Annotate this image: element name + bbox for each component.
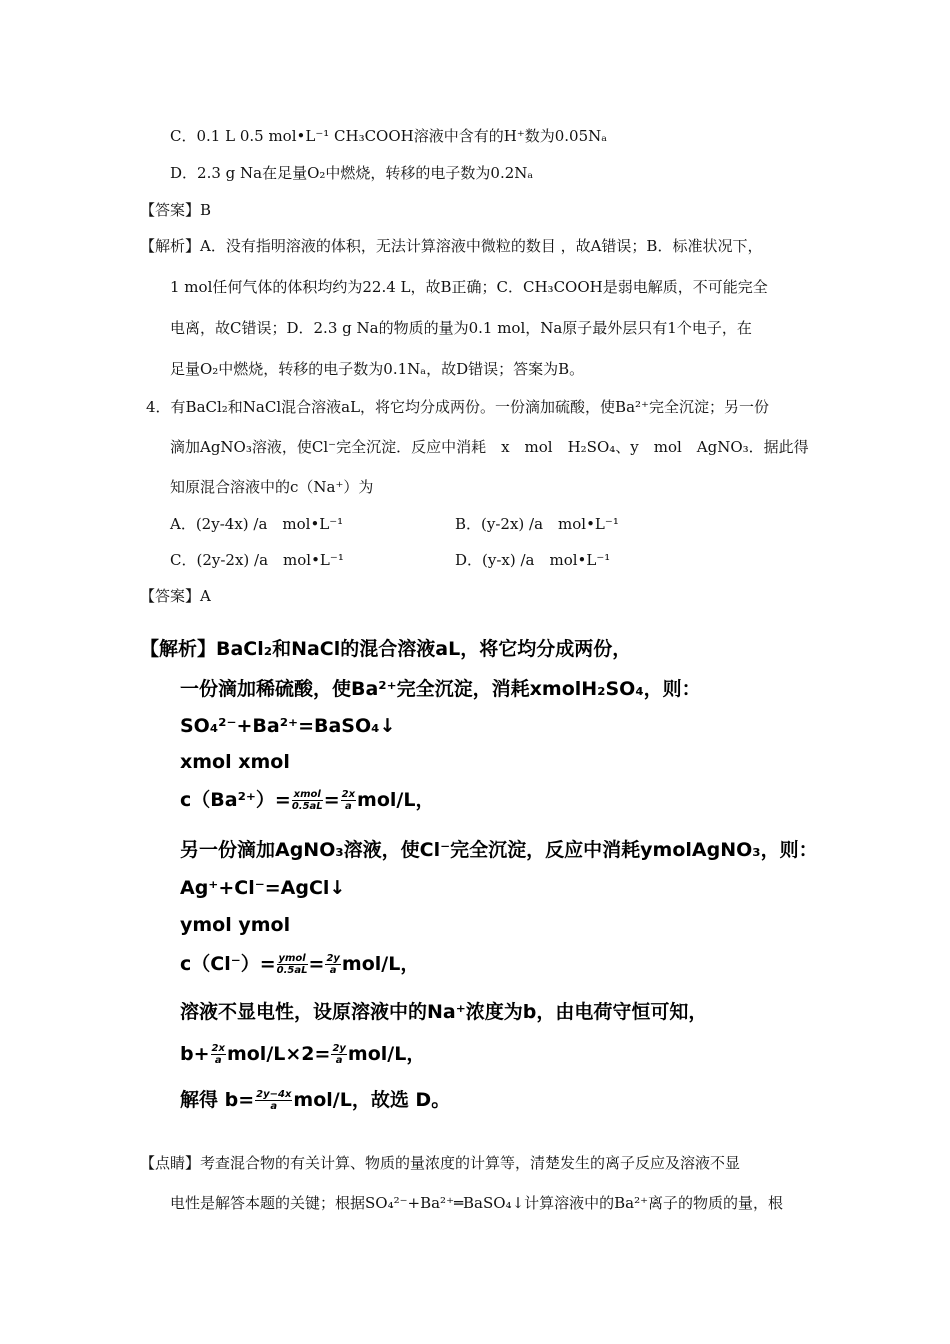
fraction-numerator: 2y <box>326 953 340 964</box>
solution-equation-2: Ag⁺+Cl⁻=AgCl↓ <box>180 877 346 899</box>
q3-option-d: D．2.3 g Na在足量O₂中燃烧，转移的电子数为0.2Nₐ <box>170 164 534 182</box>
q4-stem-line-1: 4．有BaCl₂和NaCl混合溶液aL，将它均分成两份。一份滴加硫酸，使Ba²⁺完全沉淀；另一份 <box>146 398 769 416</box>
fraction-denominator: 0.5aL <box>276 965 308 976</box>
fraction-ymol-over-half-a <box>277 953 308 976</box>
fraction-denominator: a <box>270 1101 278 1112</box>
solution-result <box>180 1088 450 1112</box>
comment-line-2: 电性是解答本题的关键；根据SO₄²⁻+Ba²⁺═BaSO₄↓计算溶液中的Ba²⁺离子的物质的量，根 <box>170 1194 784 1212</box>
fraction-denominator: a <box>344 801 352 812</box>
equals-sign: = <box>323 789 340 811</box>
solution-line-4: xmol xmol <box>180 751 290 773</box>
charge-balance-label: b+ <box>180 1043 210 1065</box>
solution-line-10: 溶液不显电性，设原溶液中的Na⁺浓度为b，由电荷守恒可知， <box>180 1001 708 1023</box>
unit-text: mol/L， <box>341 953 420 975</box>
q4-stem-line-2: 滴加AgNO₃溶液，使Cl⁻完全沉淀．反应中消耗 x mol H₂SO₄、y mol AgNO₃．据此得 <box>170 438 809 456</box>
fraction-xmol-over-half-a <box>292 789 323 812</box>
fraction-2y-over-a <box>331 1043 346 1066</box>
equals-sign: = <box>308 953 325 975</box>
result-label: 解得 b= <box>180 1089 255 1111</box>
cl-concentration-label: c（Cl⁻）= <box>180 953 276 975</box>
q4-option-d: D．(y-x) /a mol•L⁻¹ <box>455 551 611 569</box>
fraction-2x-over-a <box>341 789 356 812</box>
fraction-numerator: ymol <box>278 953 306 964</box>
fraction-numerator: 2y <box>332 1043 346 1054</box>
result-tail: mol/L，故选 D。 <box>293 1089 451 1111</box>
solution-charge-balance <box>180 1042 425 1066</box>
q3-analysis-line-4: 足量O₂中燃烧，转移的电子数为0.1Nₐ，故D错误；答案为B。 <box>170 360 585 378</box>
comment-line-1: 【点睛】考查混合物的有关计算、物质的量浓度的计算等，清楚发生的离子反应及溶液不显 <box>140 1154 741 1172</box>
fraction-denominator: a <box>329 965 337 976</box>
unit-text: mol/L， <box>347 1043 426 1065</box>
q4-stem-line-3: 知原混合溶液中的c（Na⁺）为 <box>170 478 374 496</box>
solution-line-1: 【解析】BaCl₂和NaCl的混合溶液aL，将它均分成两份， <box>140 638 632 660</box>
fraction-numerator: 2x <box>341 789 356 800</box>
q4-option-a: A．(2y-4x) /a mol•L⁻¹ <box>170 515 344 533</box>
q4-option-b: B．(y-2x) /a mol•L⁻¹ <box>455 515 619 533</box>
fraction-denominator: 0.5aL <box>291 801 323 812</box>
fraction-2y-over-a <box>325 953 340 976</box>
solution-equation-1: SO₄²⁻+Ba²⁺=BaSO₄↓ <box>180 715 396 737</box>
solution-ba-concentration <box>180 788 434 812</box>
q3-answer: 【答案】B <box>140 201 212 219</box>
solution-line-2: 一份滴加稀硫酸，使Ba²⁺完全沉淀，消耗xmolH₂SO₄，则： <box>180 678 701 700</box>
q3-analysis-line-3: 电离，故C错误；D．2.3 g Na的物质的量为0.1 mol，Na原子最外层只有1个电子，在 <box>170 319 752 337</box>
solution-cl-concentration <box>180 952 419 976</box>
q4-option-c: C．(2y-2x) /a mol•L⁻¹ <box>170 551 344 569</box>
fraction-2x-over-a <box>211 1043 226 1066</box>
ba-concentration-label: c（Ba²⁺）= <box>180 789 291 811</box>
fraction-result <box>255 1089 292 1112</box>
q3-option-c: C．0.1 L 0.5 mol•L⁻¹ CH₃COOH溶液中含有的H⁺数为0.05Nₐ <box>170 127 608 145</box>
q3-analysis-line-1: 【解析】A．没有指明溶液的体积，无法计算溶液中微粒的数目 ，故A错误；B．标准状况下， <box>140 237 763 255</box>
fraction-numerator: xmol <box>293 789 321 800</box>
fraction-denominator: a <box>214 1055 222 1066</box>
solution-line-6: 另一份滴加AgNO₃溶液，使Cl⁻完全沉淀，反应中消耗ymolAgNO₃，则： <box>180 839 818 861</box>
solution-line-8: ymol ymol <box>180 914 291 936</box>
q3-analysis-line-2: 1 mol任何气体的体积均约为22.4 L，故B正确；C．CH₃COOH是弱电解质，不可能完全 <box>170 278 768 296</box>
q4-answer: 【答案】A <box>140 587 211 605</box>
fraction-numerator: 2y−4x <box>256 1089 292 1100</box>
fraction-denominator: a <box>335 1055 343 1066</box>
unit-text: mol/L， <box>357 789 435 811</box>
charge-balance-middle: mol/L×2= <box>226 1043 331 1065</box>
fraction-numerator: 2x <box>211 1043 225 1054</box>
